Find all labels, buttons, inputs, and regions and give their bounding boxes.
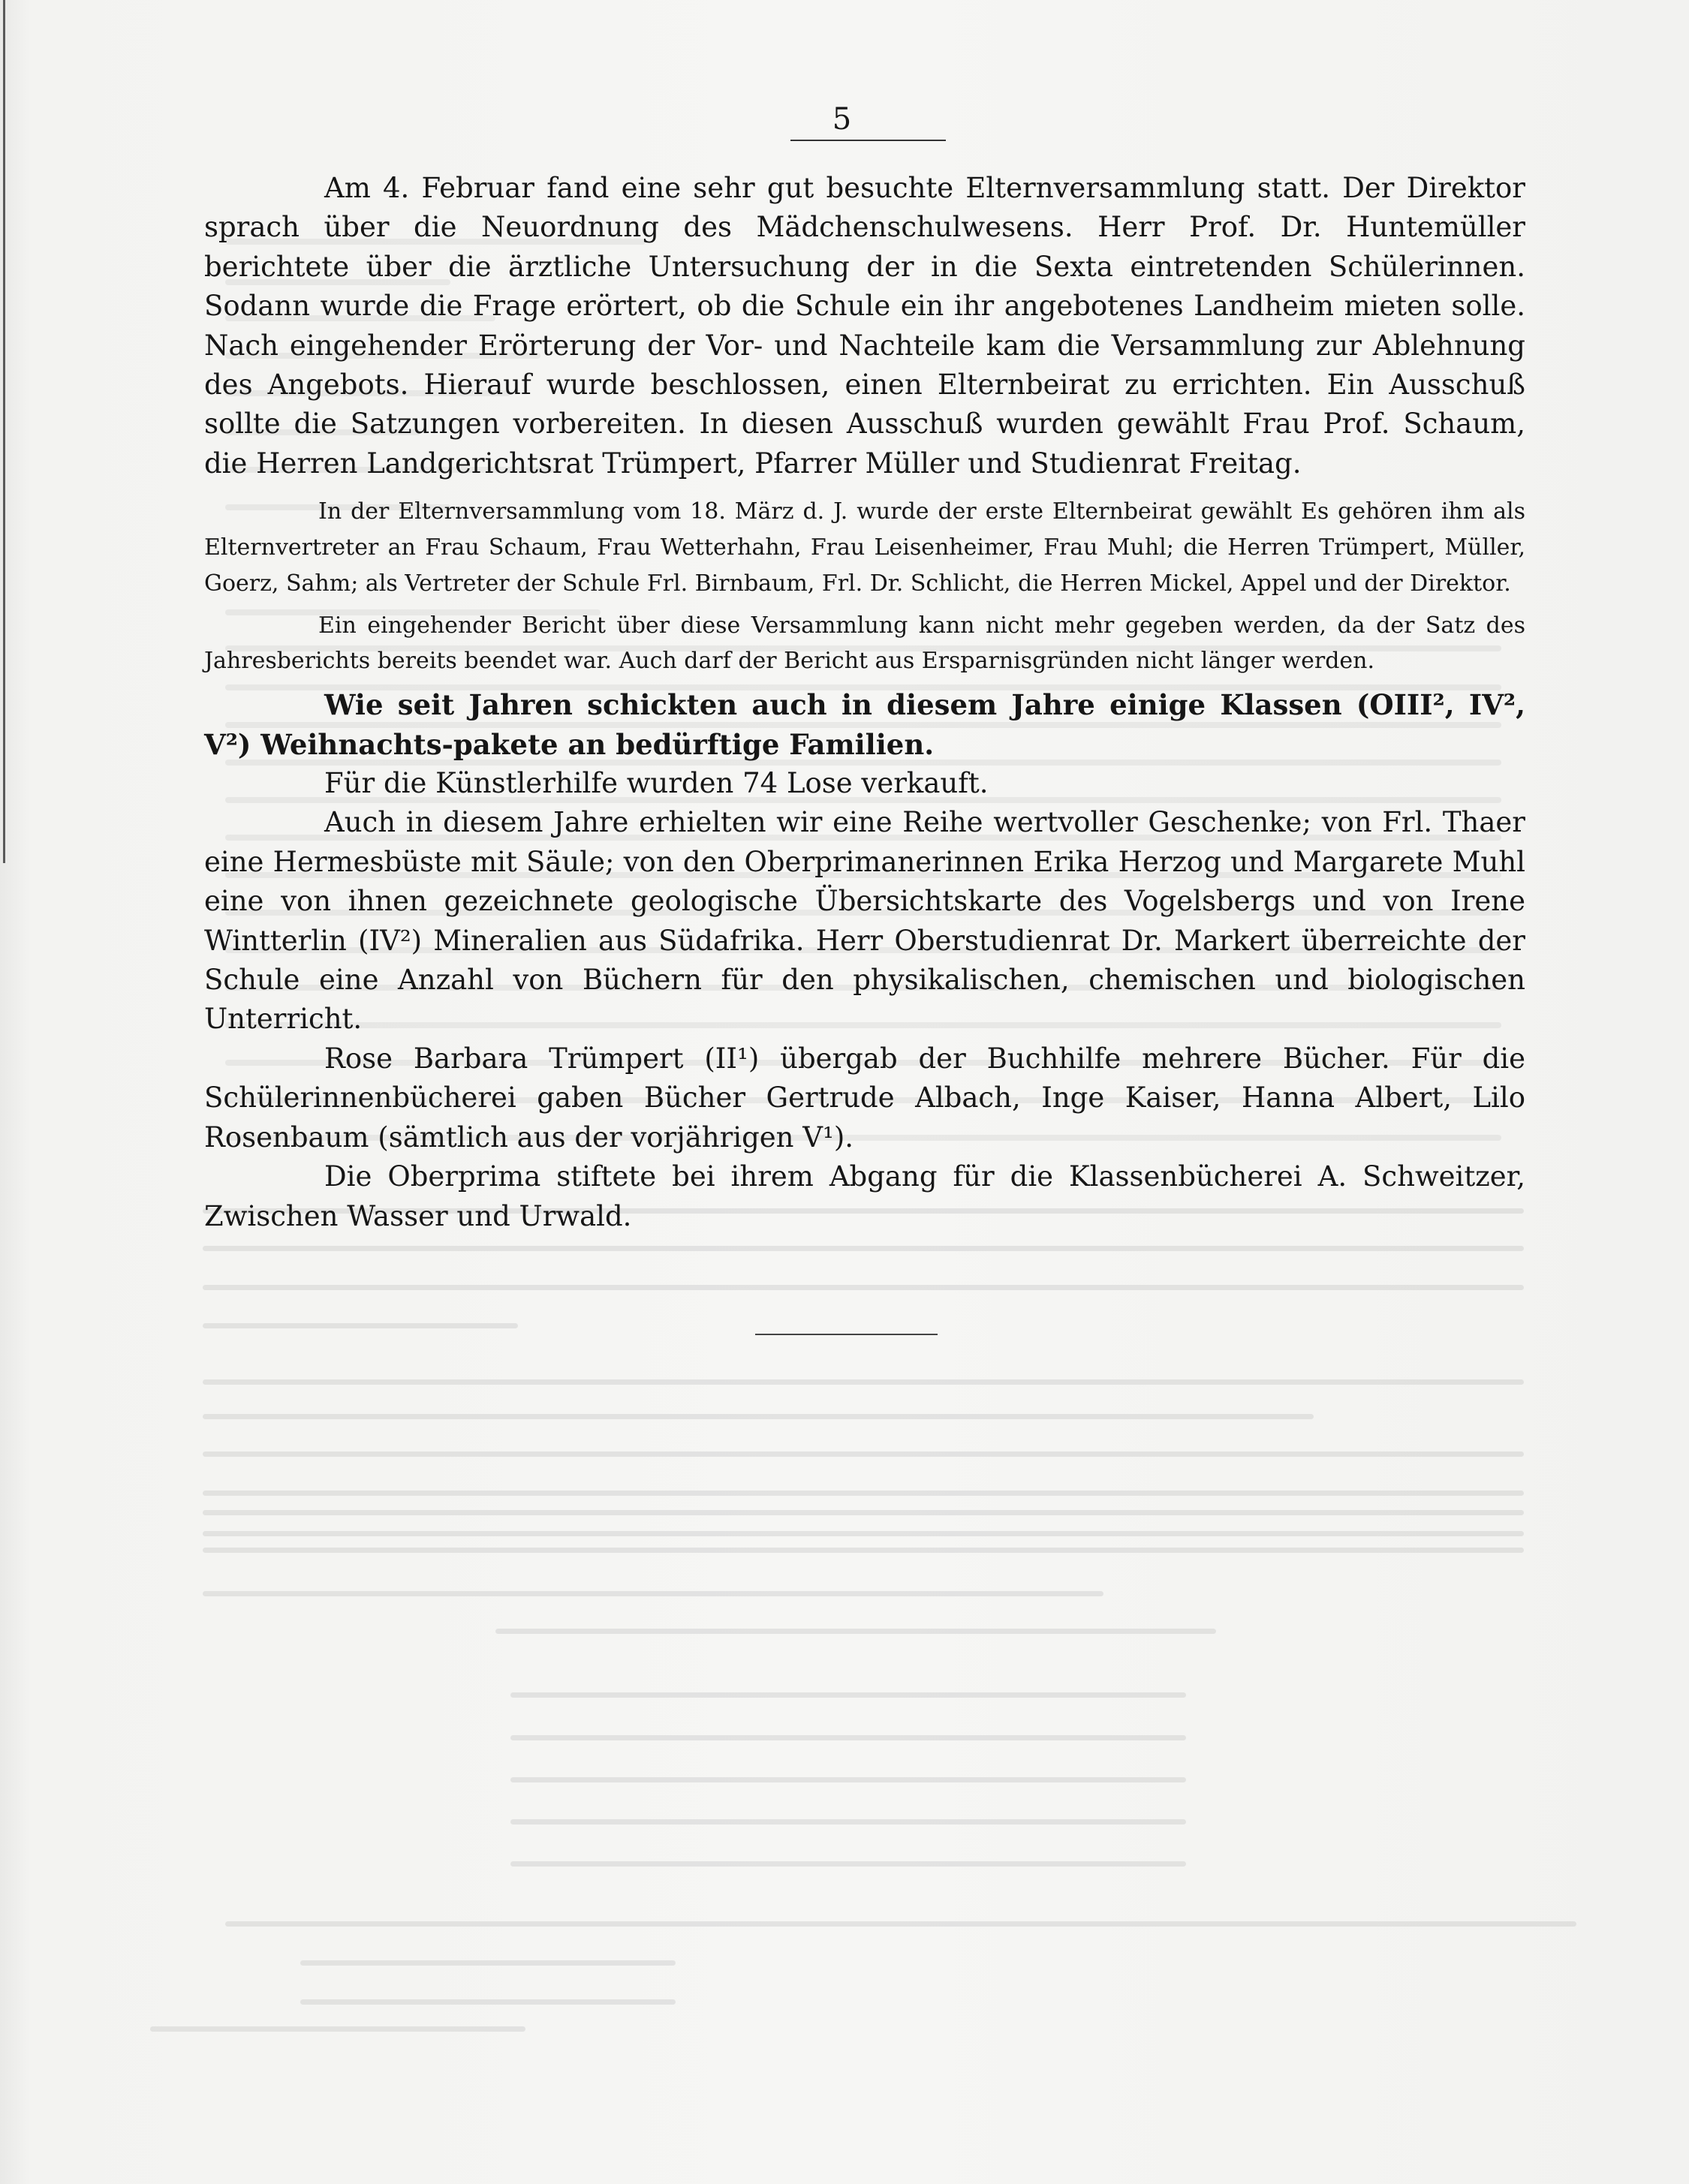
paragraph-christmas-parcels: Wie seit Jahren schickten auch in diesem Jahre einige Klassen (OIII², IV², V²) Weihnachts-pakete an bedürftige Familien. [204,688,1525,761]
page-number: 5 [832,102,853,137]
main-text [204,169,1525,1236]
paragraph-parent-council: In der Elternversammlung vom 18. März d. J. wurde der erste Elternbeirat gewählt Es gehören ihm als Elternvertreter an Frau Schaum, Frau Wetterhahn, Frau Leisenheimer, Frau Muhl; die Herren Trümpert, Müller, Goerz, Sahm; als Vertreter der Schule Frl. Birnbaum, Frl. Dr. Schlicht, die Herren Mickel, Appel und der Direktor. [204,498,1525,597]
paragraph-book-donations: Rose Barbara Trümpert (II¹) übergab der Buchhilfe mehrere Bücher. Für die Schülerinnenbücherei gaben Bücher Gertrude Albach, Inge Kaiser, Hanna Albert, Lilo Rosenbaum (sämtlich aus der vorjährigen V¹). [204,1042,1525,1154]
paragraph-report-note: Ein eingehender Bericht über diese Versammlung kann nicht mehr gegeben werden, da der Satz des Jahresberichts bereits beendet war. Auch darf der Bericht aus Ersparnisgründen nicht länger werden. [204,612,1525,675]
paragraph-oberprima-gift: Die Oberprima stiftete bei ihrem Abgang für die Klassenbücherei A. Schweitzer, Zwischen Wasser und Urwald. [204,1160,1525,1232]
section-rule [755,1334,938,1335]
paragraph-parent-meeting: Am 4. Februar fand eine sehr gut besuchte Elternversammlung statt. Der Direktor sprach über die Neuordnung des Mädchenschulwesens. Herr Prof. Dr. Huntemüller berichtete über die ärztliche Untersuchung der in die Sexta eintretenden Schülerinnen. Sodann wurde die Frage erörtert, ob die Schule ein ihr angebotenes Landheim mieten solle. Nach eingehender Erörterung der Vor- und Nachteile kam die Versammlung zur Ablehnung des Angebots. Hierauf wurde beschlossen, einen Elternbeirat zu errichten. Ein Ausschuß sollte die Satzungen vorbereiten. In diesen Ausschuß wurden gewählt Frau Prof. Schaum, die Herren Landgerichtsrat Trümpert, Pfarrer Müller und Studienrat Freitag. [204,172,1525,480]
header-rule [790,140,946,141]
paragraph-artist-aid: Für die Künstlerhilfe wurden 74 Lose verkauft. [324,767,989,800]
paragraph-gifts: Auch in diesem Jahre erhielten wir eine Reihe wertvoller Geschenke; von Frl. Thaer eine Hermesbüste mit Säule; von den Oberprimanerinnen Erika Herzog und Margarete Muhl eine von ihnen gezeichnete geologische Übersichtskarte des Vogelsbergs und von Irene Wintterlin (IV²) Mineralien aus Südafrika. Herr Oberstudienrat Dr. Markert überreichte der Schule eine Anzahl von Büchern für den physikalischen, chemischen und biologischen Unterricht. [204,806,1525,1036]
